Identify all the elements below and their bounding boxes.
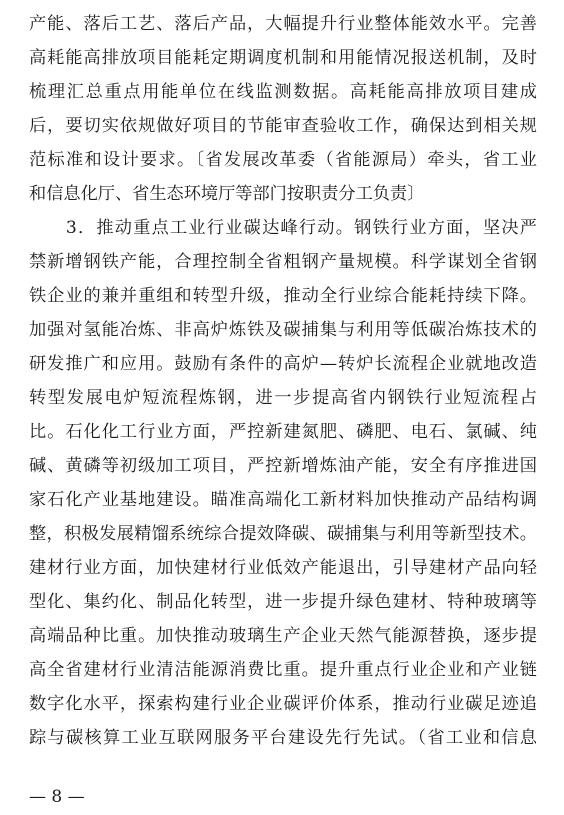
text-line-6: 和信息化厅、省生态环境厅等部门按职责分工负责〕 [29, 184, 425, 204]
text-line-2: 高耗能高排放项目能耗定期调度机制和用能情况报送机制，及时 [29, 48, 537, 68]
text-line-7: 3．推动重点工业行业碳达峰行动。钢铁行业方面，坚决严 [29, 218, 537, 238]
text-line-19: 高端品种比重。加快推动玻璃生产企业天然气能源替换，逐步提 [29, 626, 537, 646]
text-line-21: 数字化水平，探索构建行业企业碳评价体系，推动行业碳足迹追 [29, 694, 537, 714]
text-line-8: 禁新增钢铁产能，合理控制全省粗钢产量规模。科学谋划全省钢 [29, 252, 537, 272]
text-line-14: 碱、黄磷等初级加工项目，严控新增炼油产能，安全有序推进国 [29, 456, 537, 476]
page-number: — 8 — [29, 787, 85, 807]
text-line-5: 范标准和设计要求。〔省发展改革委（省能源局）牵头，省工业 [29, 150, 537, 170]
text-line-1: 产能、落后工艺、落后产品，大幅提升行业整体能效水平。完善 [29, 14, 537, 34]
text-line-16: 整，积极发展精馏系统综合提效降碳、碳捕集与利用等新型技术。 [29, 524, 537, 544]
text-line-18: 型化、集约化、制品化转型，进一步提升绿色建材、特种玻璃等 [29, 592, 537, 612]
text-line-9: 铁企业的兼并重组和转型升级，推动全行业综合能耗持续下降。 [29, 286, 537, 306]
text-line-15: 家石化产业基地建设。瞄准高端化工新材料加快推动产品结构调 [29, 490, 537, 510]
text-line-12: 转型发展电炉短流程炼钢，进一步提高省内钢铁行业短流程占 [29, 388, 537, 408]
text-line-10: 加强对氢能冶炼、非高炉炼铁及碳捕集与利用等低碳冶炼技术的 [29, 320, 537, 340]
text-line-17: 建材行业方面，加快建材行业低效产能退出，引导建材产品向轻 [29, 558, 537, 578]
text-line-3: 梳理汇总重点用能单位在线监测数据。高耗能高排放项目建成 [29, 82, 537, 102]
text-line-4: 后，要切实依规做好项目的节能审查验收工作，确保达到相关规 [29, 116, 537, 136]
text-line-11: 研发推广和应用。鼓励有条件的高炉—转炉长流程企业就地改造 [29, 354, 537, 374]
text-line-13: 比。石化化工行业方面，严控新建氮肥、磷肥、电石、氯碱、纯 [29, 422, 537, 442]
text-line-22: 踪与碳核算工业互联网服务平台建设先行先试。（省工业和信息 [29, 728, 537, 748]
text-line-20: 高全省建材行业清洁能源消费比重。提升重点行业企业和产业链 [29, 660, 537, 680]
